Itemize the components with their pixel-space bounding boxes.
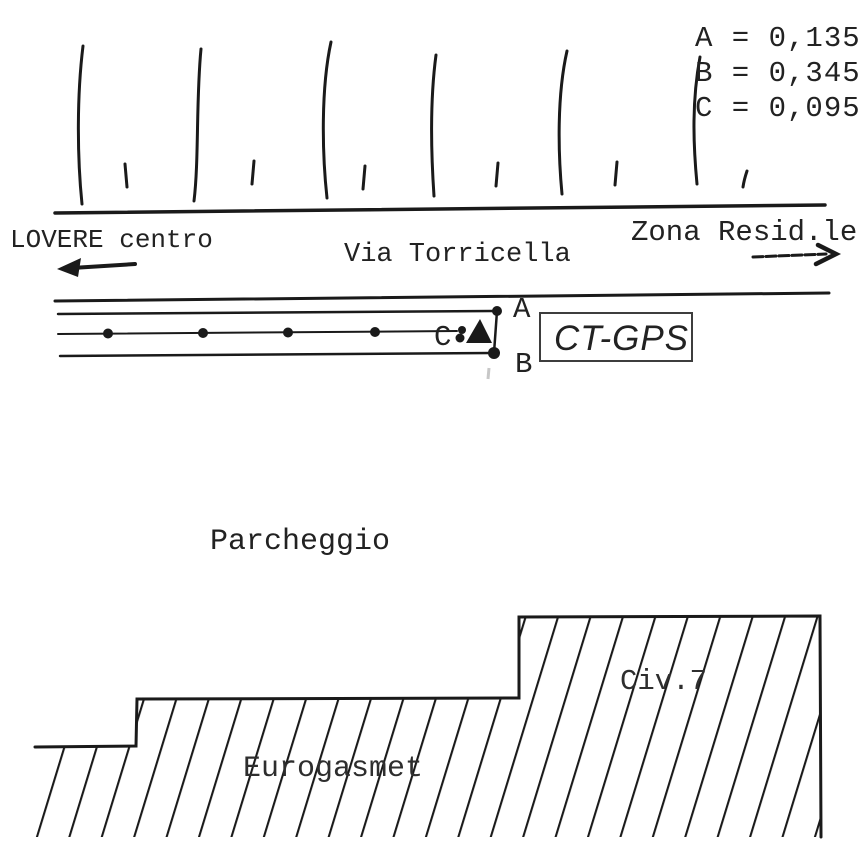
building-hatch [35, 617, 821, 837]
lane-north-line [58, 311, 493, 314]
fence-stroke [78, 46, 83, 204]
left-direction-arrow [57, 258, 135, 277]
point-c-label: C [434, 321, 452, 354]
ct-gps-label: CT-GPS [554, 319, 690, 358]
survey-value-b: B = 0,345 [695, 57, 861, 90]
lane-south-line [60, 353, 492, 356]
fence-stroke [432, 55, 436, 196]
fence-stroke [194, 49, 201, 201]
fence-stroke [323, 42, 331, 198]
lane-centerline [58, 331, 457, 334]
left-arrow-head-icon [57, 258, 81, 277]
road-south-edge-line [55, 293, 829, 301]
point-b-marker [488, 347, 500, 359]
fence-tick [615, 162, 617, 185]
baseline-ab [494, 311, 497, 353]
survey-value-c: C = 0,095 [695, 92, 861, 125]
point-a-marker [492, 306, 502, 316]
centerline-dot [283, 328, 293, 338]
fence-tick [496, 163, 498, 186]
parking-area-label: Parcheggio [210, 525, 391, 559]
ct-gps-box [540, 313, 692, 361]
scratch-mark [488, 368, 489, 379]
fence-tick [363, 166, 365, 189]
gps-station-triangle-icon [466, 319, 492, 343]
left-arrow-shaft [72, 264, 135, 268]
survey-value-a: A = 0,135 [695, 22, 861, 55]
fence-tick [743, 171, 747, 187]
right-arrow-shaft [753, 254, 826, 257]
road-north-edge-line [55, 205, 825, 213]
direction-right-label: Zona Resid.le [631, 216, 858, 249]
civic-number-label: Civ.7 [620, 665, 708, 698]
point-b-label: B [515, 348, 533, 381]
street-name-label: Via Torricella [344, 240, 571, 270]
gps-station-cluster [434, 293, 532, 381]
point-c-marker [458, 326, 466, 334]
fence-tick [252, 161, 254, 184]
centerline-dot [103, 329, 113, 339]
centerline-dot [370, 327, 380, 337]
point-c-marker [456, 334, 465, 343]
fence-tick [125, 164, 127, 187]
direction-left-label: LOVERE centro [10, 225, 213, 255]
centerline-dot [198, 328, 208, 338]
roadside-hatch-marks [78, 42, 747, 204]
building-block [35, 616, 821, 837]
point-a-label: A [513, 293, 531, 326]
survey-values-block [695, 22, 861, 125]
fence-stroke [559, 51, 567, 194]
building-eurogasmet-label: Eurogasmet [243, 752, 424, 786]
